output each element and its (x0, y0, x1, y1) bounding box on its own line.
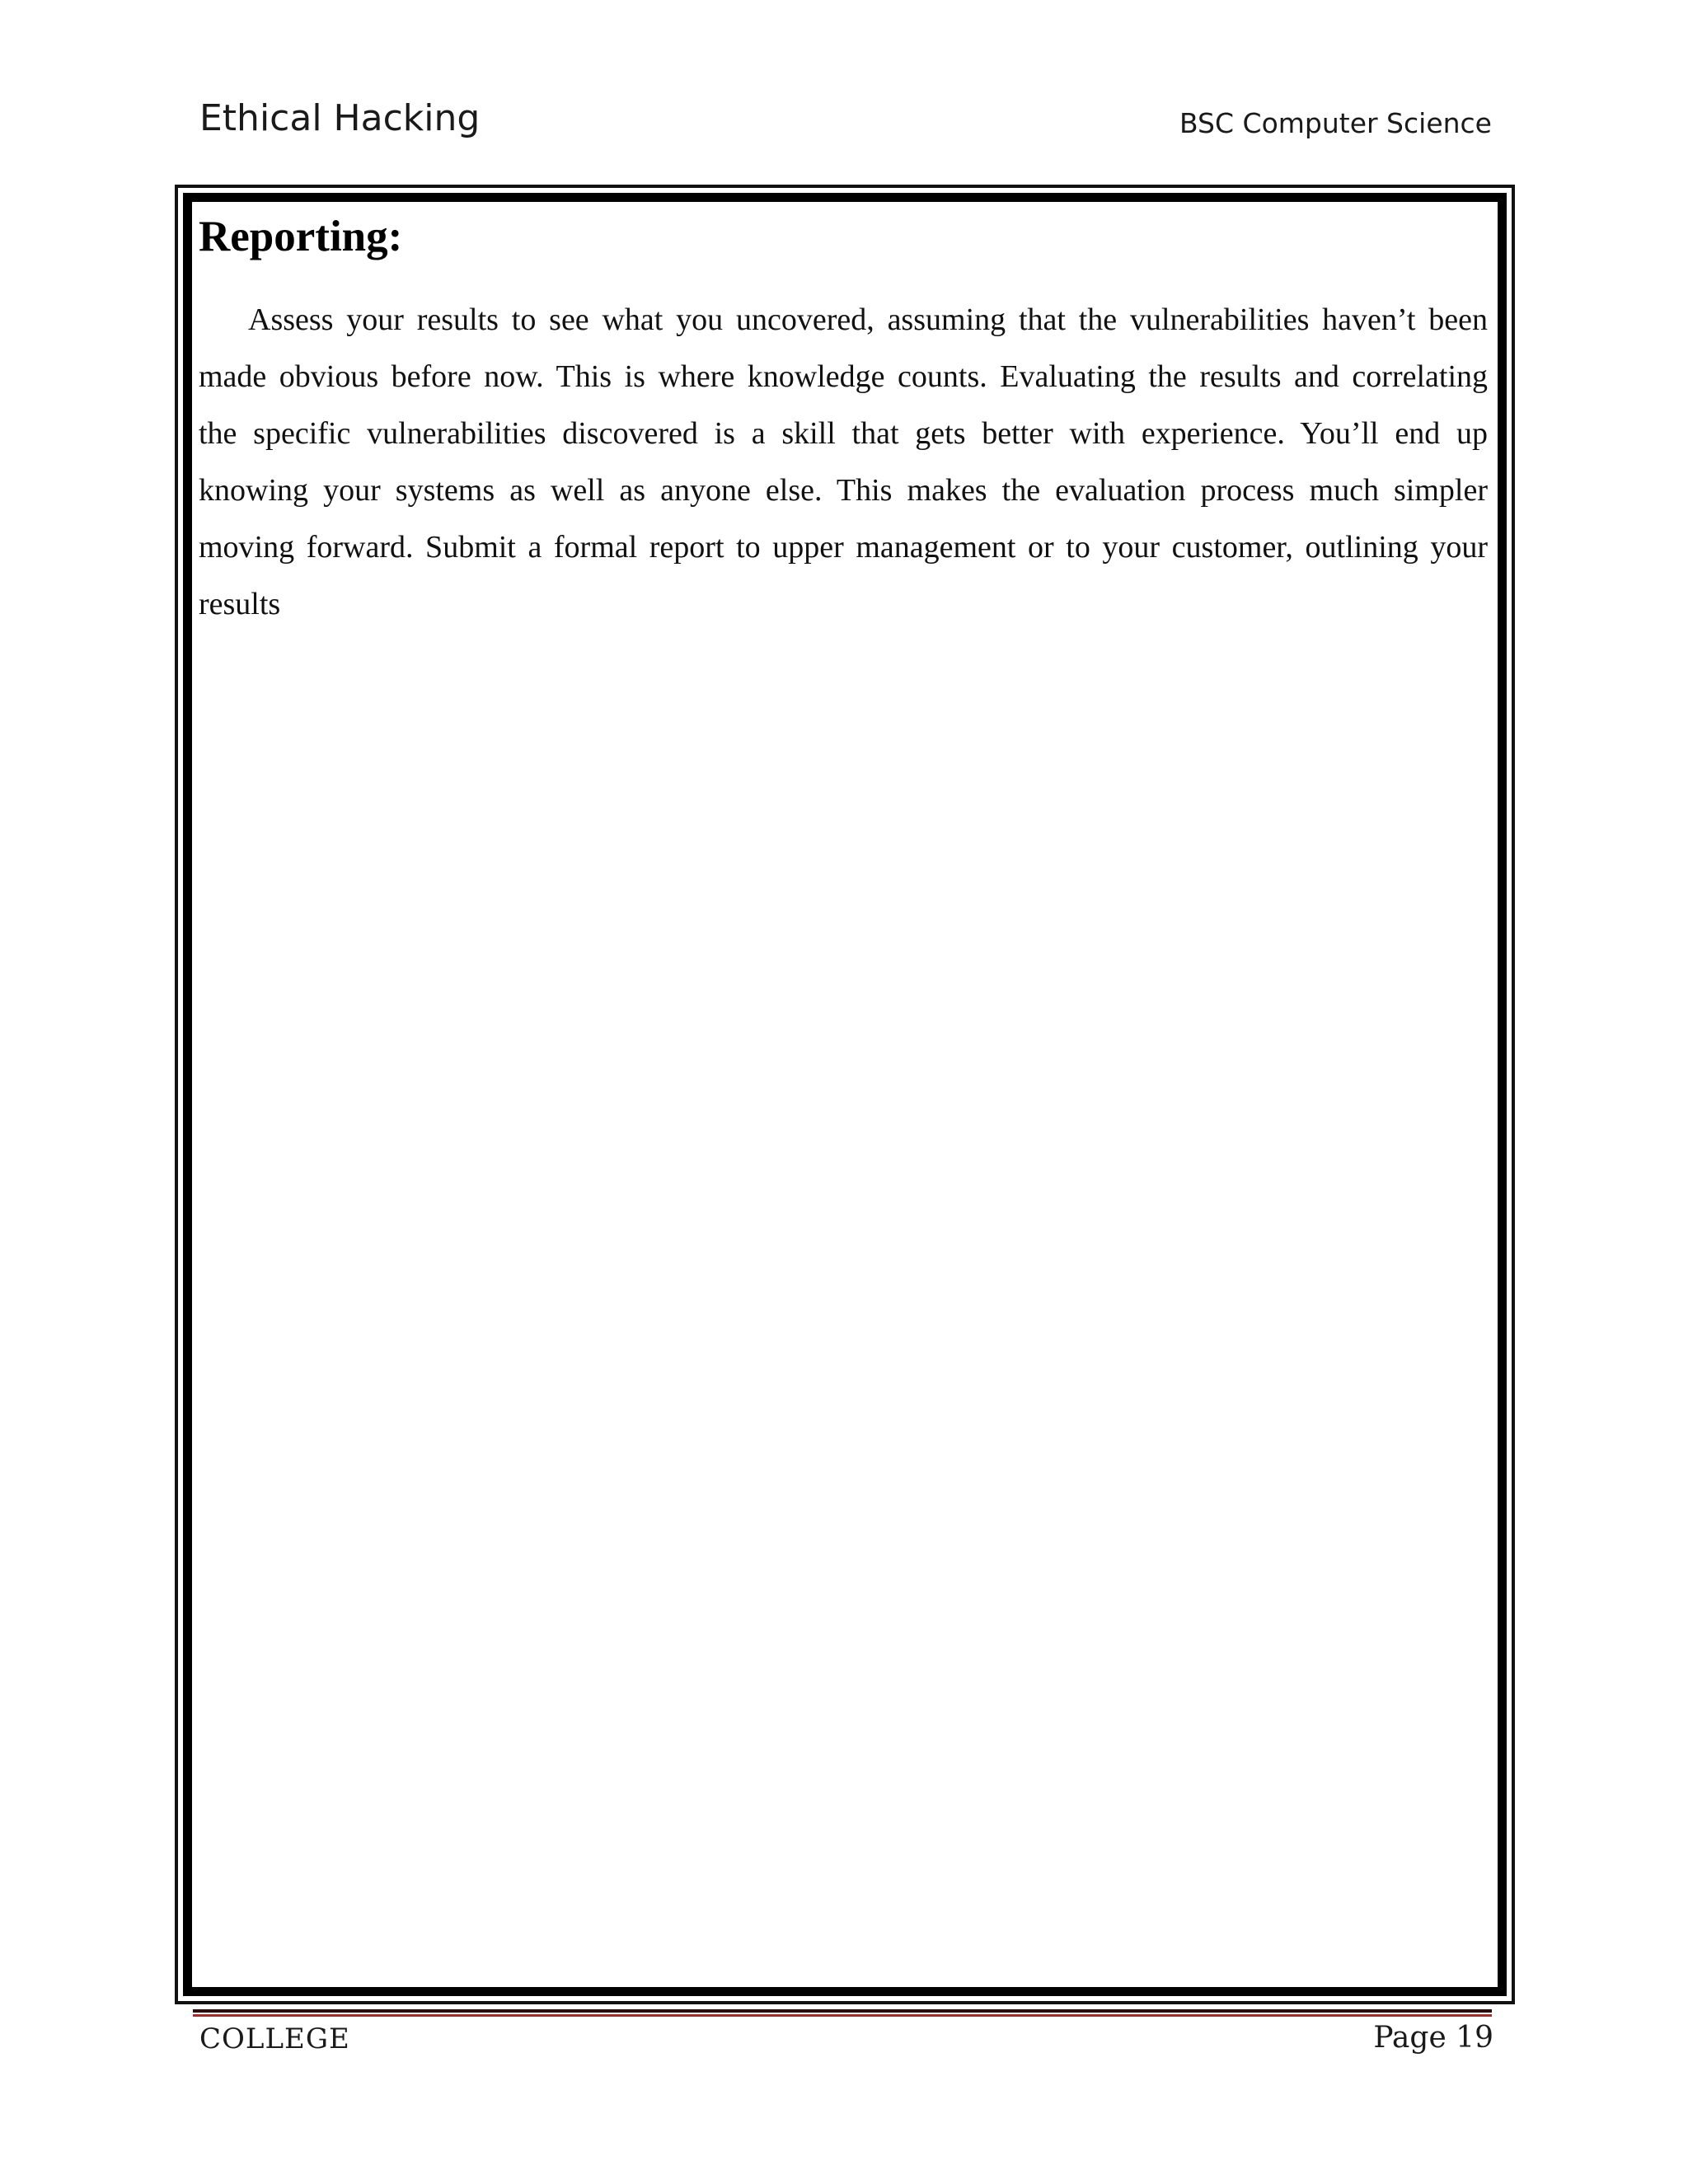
header-course: BSC Computer Science (1179, 107, 1492, 139)
footer-institution: COLLEGE (199, 2022, 350, 2055)
footer-divider-red (193, 2014, 1492, 2017)
footer-divider-dark (193, 2009, 1492, 2013)
section-title: Reporting: (199, 213, 403, 260)
header-title: Ethical Hacking (199, 97, 481, 139)
page-number: Page 19 (1373, 2021, 1493, 2055)
section-body-paragraph: Assess your results to see what you uncovered, assuming that the vulnerabilities haven’t been made obvious before now. This is where knowledge counts. Evaluating the results and correlating the specific vulnerabilities discovered is a skill that gets better with experience. You’ll end up knowing your systems as well as anyone else. This makes the evaluation process much simpler moving forward. Submit a formal report to upper management or to your customer, outlining your results (199, 302, 1488, 621)
page-border-inner (183, 193, 1507, 1996)
